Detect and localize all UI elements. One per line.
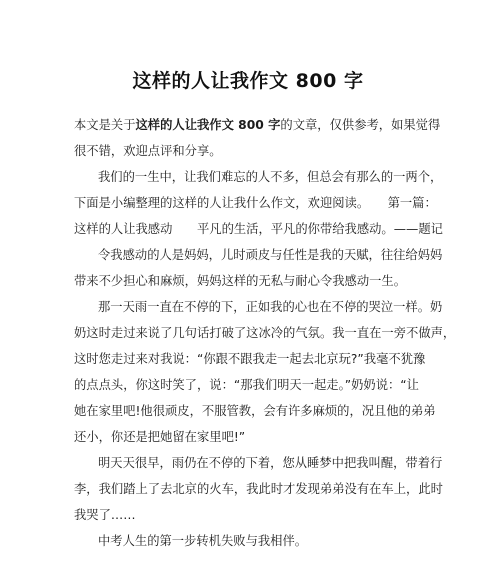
- text-line: 这样的人让我感动 平凡的生活，平凡的你带给我感动。——题记: [74, 222, 443, 236]
- text-line: 这时您走过来对我说：“你跟不跟我走一起去北京玩?”我毫不犹豫: [74, 352, 426, 366]
- text-line: 下面是小编整理的这样的人让我什么作文，欢迎阅读。 第一篇：: [74, 196, 437, 210]
- bold-title-reference: 这样的人让我作文 800 字: [135, 118, 281, 132]
- text-line: 带来不少担心和麻烦，妈妈这样的无私与耐心令我感动一生。: [74, 274, 407, 288]
- text-line: [74, 117, 440, 133]
- paragraph-first-line: 中考人生的第一步转机失败与我相伴。: [98, 534, 308, 548]
- text-line: 的点点头，你这时笑了，说：“那我们明天一起走。”奶奶说：“让: [74, 378, 419, 392]
- text-line: 很不错，欢迎点评和分享。: [74, 144, 222, 158]
- text-run: 本文是关于: [74, 118, 136, 132]
- article-title: 这样的人让我作文 800 字: [132, 70, 364, 92]
- paragraph-first-line: 明天天很早，雨仍在不停的下着，您从睡梦中把我叫醒，带着行: [98, 456, 443, 470]
- text-line: 李，我们踏上了去北京的火车，我此时才发现弟弟没有在车上，此时: [74, 482, 443, 496]
- text-line: 还小，你还是把她留在家里吧!”: [74, 430, 246, 444]
- text-line: 我哭了……: [74, 508, 136, 522]
- text-line: 她在家里吧!他很顽皮，不服管教，会有许多麻烦的，况且他的弟弟: [74, 404, 436, 418]
- paragraph-first-line: 我们的一生中，让我们难忘的人不多，但总会有那么的一两个，: [98, 170, 443, 184]
- text-line: 奶这时走过来说了几句话打破了这冰冷的气氛。我一直在一旁不做声，: [74, 326, 456, 340]
- text-run: 的文章，仅供参考，如果觉得: [280, 118, 441, 132]
- cut-off-text-line: [74, 553, 424, 561]
- paragraph-first-line: 那一天雨一直在不停的下，正如我的心也在不停的哭泣一样。奶: [98, 300, 443, 314]
- paragraph-first-line: 令我感动的人是妈妈，儿时顽皮与任性是我的天赋，往往给妈妈: [98, 248, 443, 262]
